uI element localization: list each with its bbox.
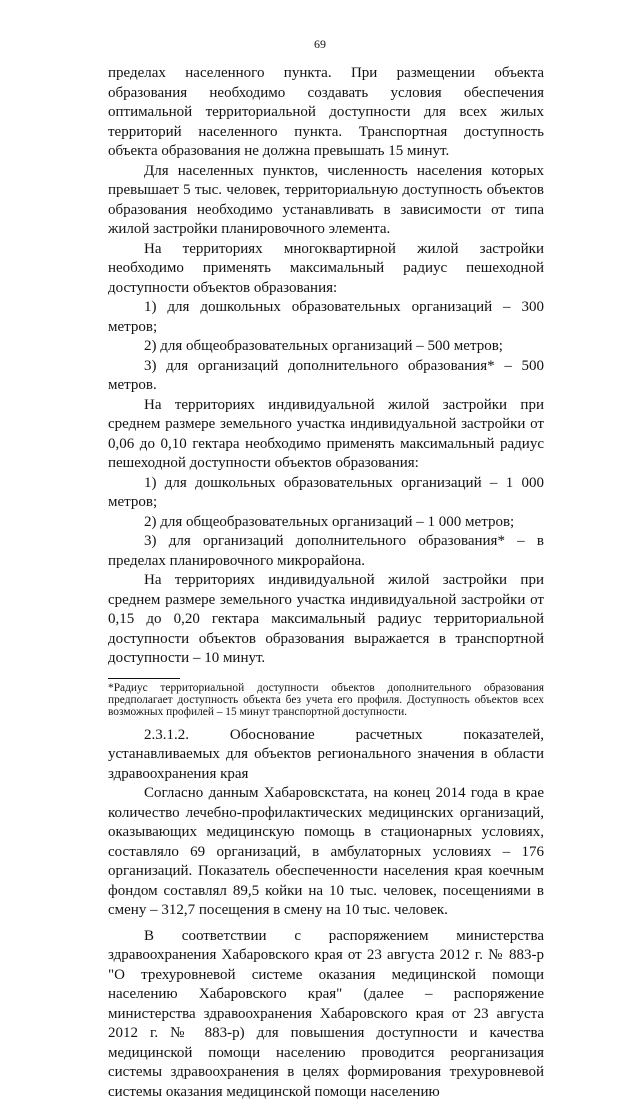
list-item: 3) для организаций дополнительного образования* – в пределах планировочного микрорайона. bbox=[108, 532, 544, 571]
list-item: 1) для дошкольных образовательных организаций – 300 метров; bbox=[108, 298, 544, 337]
paragraph: В соответствии с распоряжением министерства здравоохранения Хабаровского края от 23 августа 2012 г. № 883-р "О трехуровневой системе оказания медицинской помощи населению Хабаровского края" (далее – распоряжение министерства здравоохранения Хабаровского края от 23 августа 2012 г. № 883-р) для повышения доступности и качества медицинской помощи населению проводится реорганизация системы здравоохранения в целях формирования трехуровневой системы оказания медицинской помощи населению bbox=[108, 927, 544, 1102]
section-heading: 2.3.1.2. Обоснование расчетных показателей, устанавливаемых для объектов регионального значения в области здравоохранения края bbox=[108, 726, 544, 785]
footnote-separator bbox=[108, 678, 180, 679]
document-body bbox=[108, 64, 544, 1102]
paragraph: На территориях индивидуальной жилой застройки при среднем размере земельного участка индивидуальной застройки от 0,15 до 0,20 гектара максимальный радиус территориальной доступности объектов образования выражается в транспортной доступности – 10 минут. bbox=[108, 571, 544, 669]
paragraph: На территориях индивидуальной жилой застройки при среднем размере земельного участка индивидуальной застройки от 0,06 до 0,10 гектара необходимо применять максимальный радиус пешеходной доступности объектов образования: bbox=[108, 396, 544, 474]
paragraph: Для населенных пунктов, численность населения которых превышает 5 тыс. человек, территориальную доступность объектов образования необходимо устанавливать в зависимости от типа жилой застройки планировочного элемента. bbox=[108, 162, 544, 240]
paragraph: На территориях многоквартирной жилой застройки необходимо применять максимальный радиус пешеходной доступности объектов образования: bbox=[108, 240, 544, 299]
list-item: 3) для организаций дополнительного образования* – 500 метров. bbox=[108, 357, 544, 396]
paragraph: Согласно данным Хабаровскстата, на конец 2014 года в крае количество лечебно-профилактических медицинских организаций, оказывающих медицинскую помощь в стационарных условиях, составляло 69 организаций, в амбулаторных условиях – 176 организаций. Показатель обеспеченности населения края коечным фондом составлял 89,5 койки на 10 тыс. человек, посещениями в смену – 312,7 посещения в смену на 10 тыс. человек. bbox=[108, 784, 544, 921]
list-item: 2) для общеобразовательных организаций – 1 000 метров; bbox=[108, 513, 544, 533]
list-item: 1) для дошкольных образовательных организаций – 1 000 метров; bbox=[108, 474, 544, 513]
page-number: 69 bbox=[0, 37, 640, 52]
paragraph: пределах населенного пункта. При размещении объекта образования необходимо создавать условия обеспечения оптимальной территориальной доступности для всех жилых территорий населенного пункта. Транспортная доступность объекта образования не должна превышать 15 минут. bbox=[108, 64, 544, 162]
footnote: *Радиус территориальной доступности объектов дополнительного образования предполагает доступность объекта без учета его профиля. Доступность объектов всех возможных профилей – 15 минут транспортной доступности. bbox=[108, 682, 544, 718]
list-item: 2) для общеобразовательных организаций – 500 метров; bbox=[108, 337, 544, 357]
